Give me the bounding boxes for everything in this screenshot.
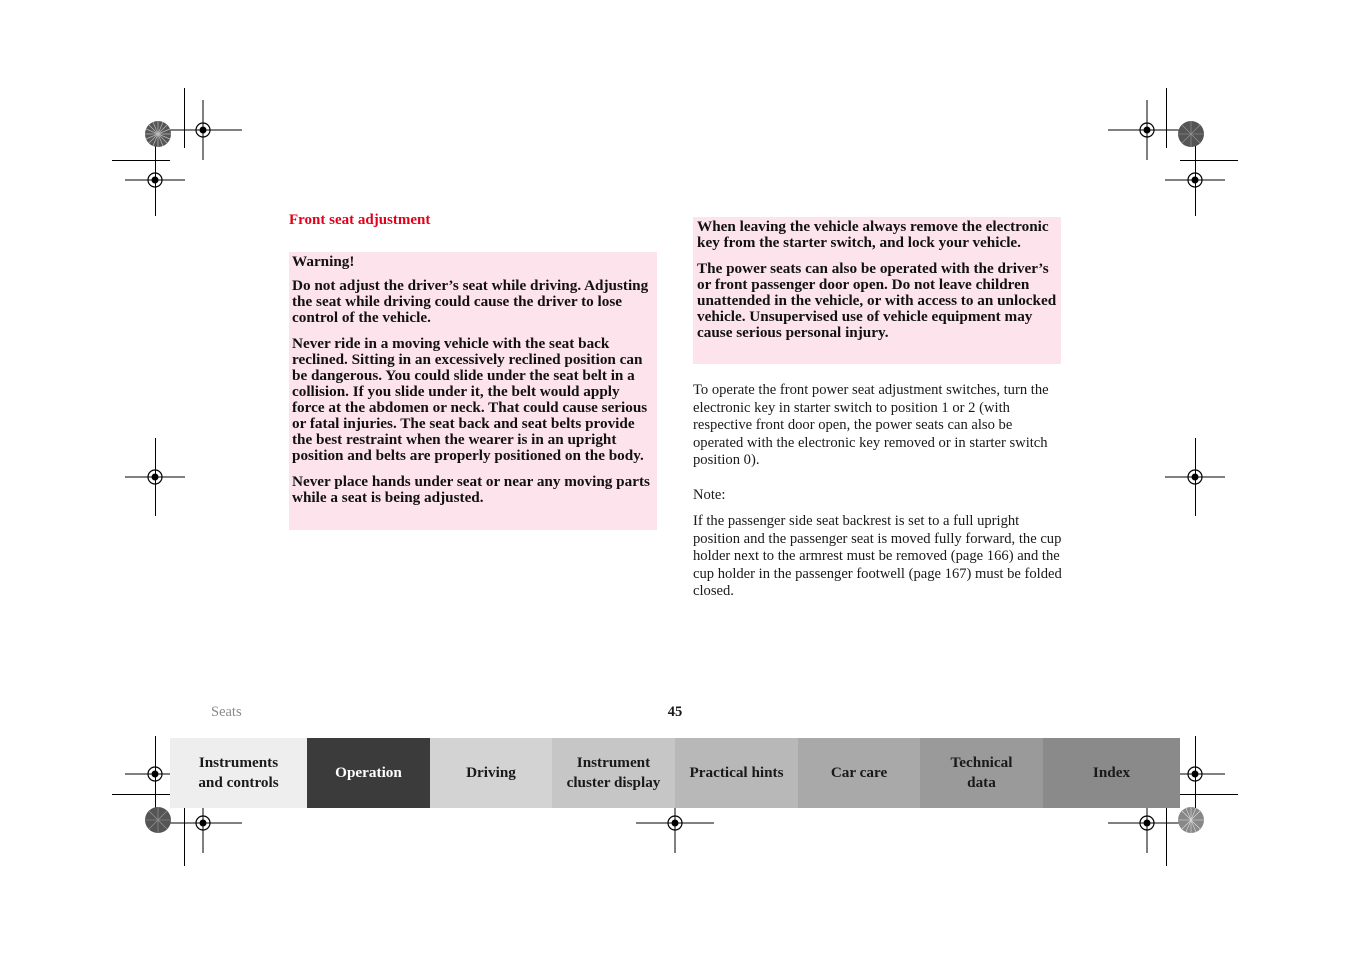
warning-paragraph: Do not adjust the driver’s seat while driving. Adjusting the seat while driving could cause the driver to lose control of the vehicle. [292,277,649,326]
registration-crosshair-icon [1165,165,1225,195]
nav-tab-driving[interactable]: Driving [430,738,552,808]
nav-tab-car-care[interactable]: Car care [798,738,920,808]
nav-tab-index[interactable]: Index [1043,738,1180,808]
page-number: 45 [667,704,683,720]
color-wheel-icon [144,806,172,834]
warning-box [693,217,1061,364]
color-wheel-icon [1177,806,1205,834]
warning-paragraph: When leaving the vehicle always remove the electronic key from the starter switch, and lock your vehicle. [697,218,1049,251]
registration-crosshair-icon [1165,462,1225,492]
registration-crosshair-icon [1108,100,1188,160]
nav-tab-practical-hints[interactable]: Practical hints [675,738,798,808]
section-title: Front seat adjustment [289,212,431,228]
registration-crosshair-icon [164,100,244,160]
registration-crosshair-icon [125,462,185,492]
note-paragraph: If the passenger side seat backrest is set to a full upright position and the passenger seat is moved fully forward, the cup holder next to the armrest must be removed (page 166) and the cup holder in the passenger footwell (page 167) must be folded closed. [693,513,1062,600]
nav-tab-instrument-cluster-display[interactable]: Instrument cluster display [552,738,675,808]
nav-tab-technical-data[interactable]: Technical data [920,738,1043,808]
color-wheel-icon [1177,120,1205,148]
note-label: Note: [693,487,726,503]
chapter-nav [170,738,1180,808]
registration-crosshair-icon [125,165,185,195]
color-wheel-icon [144,120,172,148]
footer-section-label: Seats [211,704,242,720]
warning-paragraph: Never ride in a moving vehicle with the seat back reclined. Sitting in an excessively reclined position can be dangerous. You could slide under the seat belt in a collision. If you slide under it, the belt would apply force at the abdomen or neck. That could cause serious or fatal injuries. The seat back and seat belts provide the best restraint when the wearer is in an upright position and belts are properly positioned on the body. [292,335,648,464]
warning-paragraph: The power seats can also be operated with the driver’s or front passenger door open. Do not leave children unattended in the vehicle, or with access to an unlocked vehicle. Unsupervised use of vehicle equipment may cause serious personal injury. [697,260,1057,341]
body-paragraph: To operate the front power seat adjustment switches, turn the electronic key in starter switch to position 1 or 2 (with respective front door open, the power seats can also be operated with the electronic key removed or in starter switch position 0). [693,382,1049,469]
warning-heading: Warning! [292,253,355,270]
nav-tab-instruments-and-controls[interactable]: Instruments and controls [170,738,307,808]
warning-paragraph: Never place hands under seat or near any moving parts while a seat is being adjusted. [292,473,650,506]
nav-tab-operation[interactable]: Operation [307,738,430,808]
warning-box [289,252,657,530]
